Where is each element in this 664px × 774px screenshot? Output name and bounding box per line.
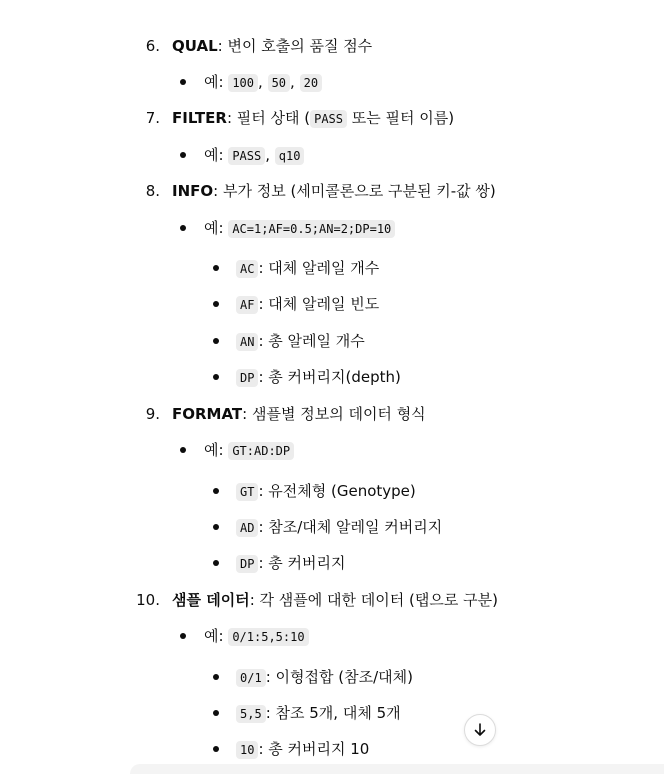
bullet-icon [180,225,186,231]
separator: , [265,146,271,164]
term-label: INFO [172,182,214,200]
bullet-icon [213,710,219,716]
example-label: 예: [204,73,224,91]
bullet-icon [213,301,219,307]
field-description: : 총 알레일 개수 [258,332,365,350]
bullet-icon [213,674,219,680]
list-number: 9. [145,405,160,423]
field-description: : 총 커버리지 10 [258,740,370,758]
term-description: : 필터 상태 ( [226,109,311,127]
composer-edge [130,764,664,774]
list-number: 8. [145,182,160,200]
field-code: AD [236,519,258,537]
field-description: : 이형접합 (참조/대체) [265,668,413,686]
separator: , [290,73,295,91]
list-number: 7. [145,109,160,127]
list-number: 10. [136,591,160,609]
bullet-icon [180,633,186,639]
term-description: : 변이 호출의 품질 점수 [217,37,373,55]
term-description: : 부가 정보 (세미콜론으로 구분된 키-값 쌍) [213,182,496,200]
separator: , [258,73,263,91]
field-code: AF [236,296,258,314]
field-description: : 총 커버리지(depth) [258,368,401,386]
bullet-icon [180,152,186,158]
example-label: 예: [204,146,224,164]
term-label: QUAL [172,37,218,55]
example-code: GT:AD:DP [228,442,294,460]
example-label: 예: [204,219,224,237]
field-description: : 참조/대체 알레일 커버리지 [258,518,443,536]
arrow-down-icon [472,722,488,738]
term-description: 또는 필터 이름) [347,109,455,127]
field-code: DP [236,369,258,387]
list-number: 6. [145,37,160,55]
term-description: : 샘플별 정보의 데이터 형식 [242,405,426,423]
term-description: : 각 샘플에 대한 데이터 (탭으로 구분) [249,591,498,609]
bullet-icon [180,447,186,453]
example-code: 100 [228,74,258,92]
example-code: PASS [228,147,265,165]
example-code: AC=1;AF=0.5;AN=2;DP=10 [228,220,395,238]
field-description: : 유전체형 (Genotype) [258,482,416,500]
bullet-icon [180,79,186,85]
example-code: 0/1:5,5:10 [228,628,308,646]
bullet-icon [213,488,219,494]
example-label: 예: [204,441,224,459]
field-code: AN [236,333,258,351]
inline-code: PASS [310,110,347,128]
term-label: FORMAT [172,405,243,423]
bullet-icon [213,560,219,566]
field-description: : 대체 알레일 개수 [258,259,380,277]
bullet-icon [213,746,219,752]
field-code: 10 [236,741,258,759]
bullet-icon [213,524,219,530]
bullet-icon [213,374,219,380]
field-description: : 총 커버리지 [258,554,346,572]
field-code: 0/1 [236,669,266,687]
bullet-icon [213,338,219,344]
term-label: 샘플 데이터 [172,591,250,609]
scroll-to-bottom-button[interactable] [464,714,496,746]
example-code: 20 [300,74,322,92]
field-code: 5,5 [236,705,266,723]
field-code: AC [236,260,258,278]
example-code: q10 [275,147,305,165]
example-code: 50 [268,74,290,92]
field-code: GT [236,483,258,501]
bullet-icon [213,265,219,271]
field-description: : 대체 알레일 빈도 [258,295,380,313]
field-description: : 참조 5개, 대체 5개 [265,704,401,722]
field-code: DP [236,555,258,573]
term-label: FILTER [172,109,227,127]
example-label: 예: [204,627,224,645]
